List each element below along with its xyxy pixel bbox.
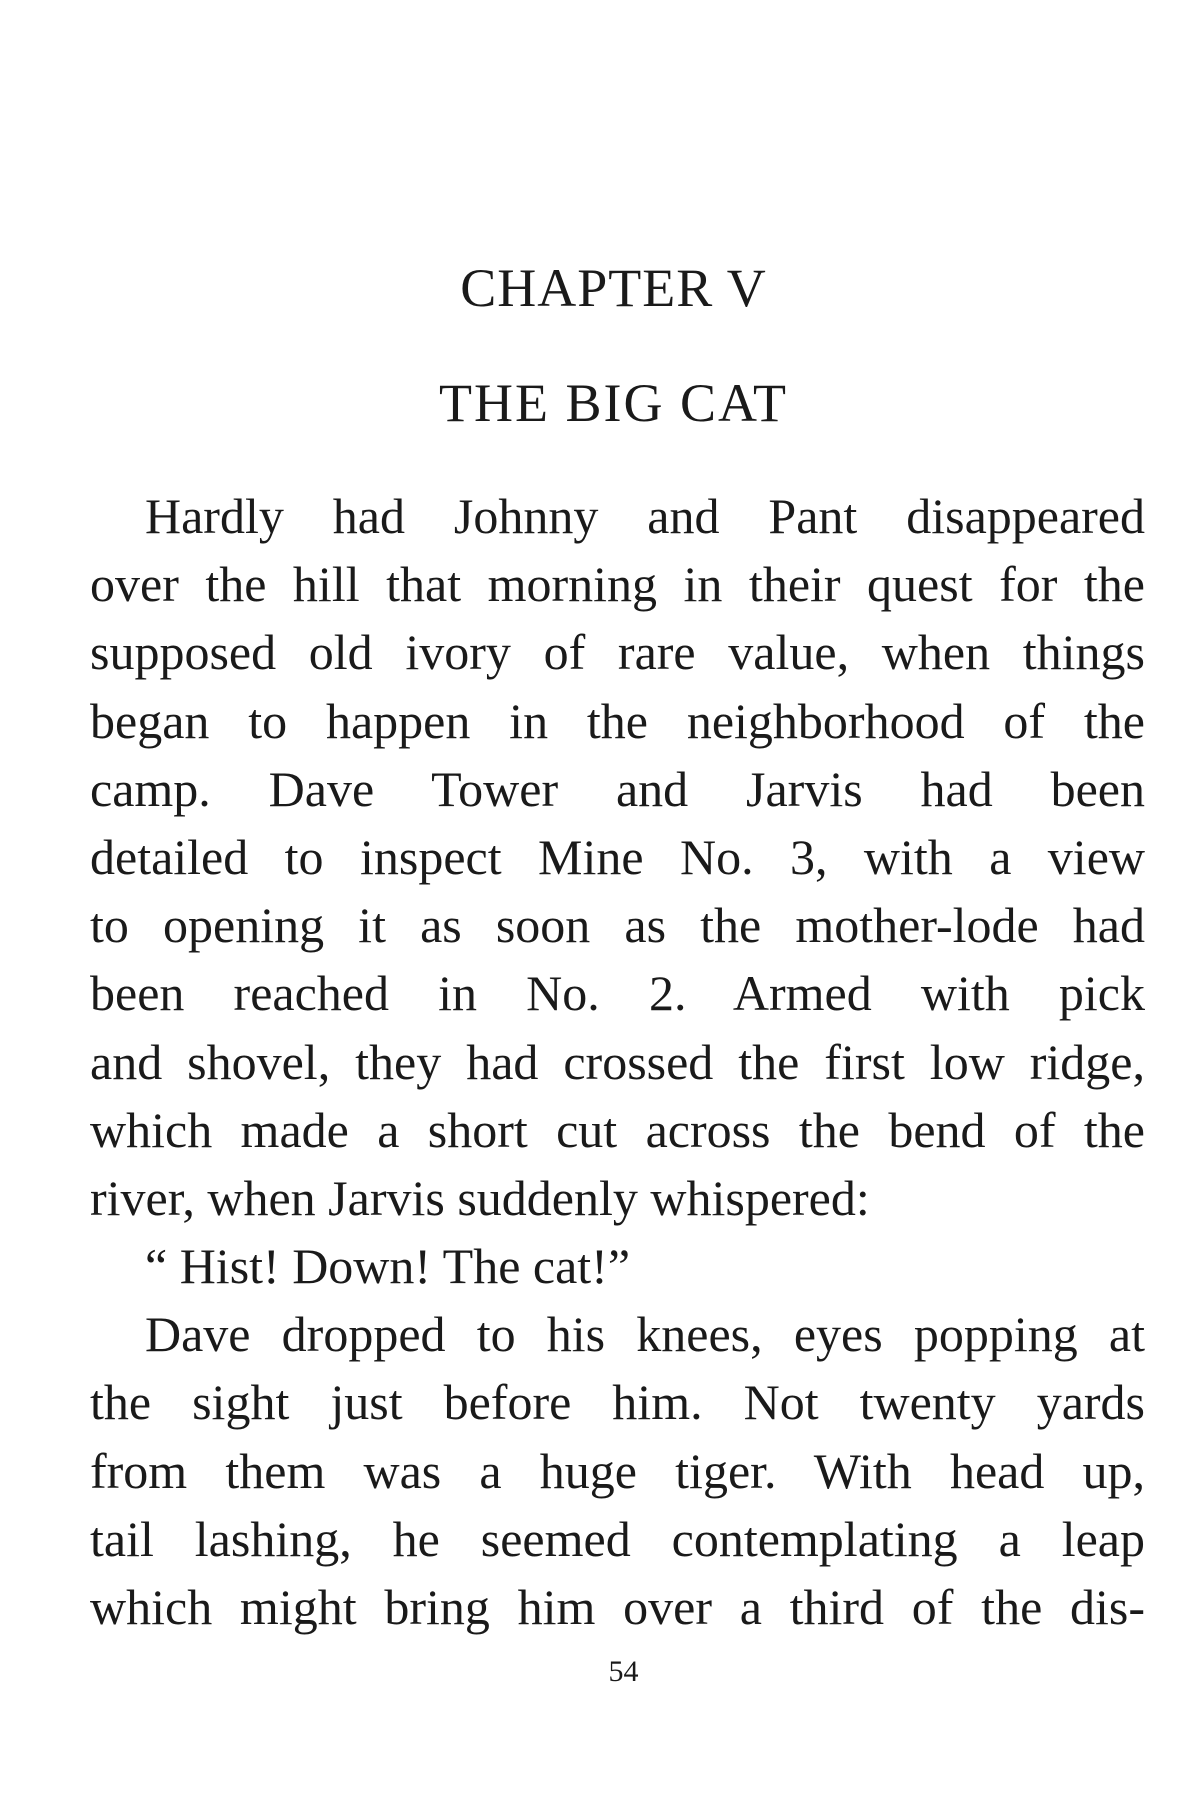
body-text	[90, 482, 1145, 1641]
text-line: “ Hist! Down! The cat!”	[145, 1238, 631, 1295]
text-line: which might bring him over a third of the dis-	[90, 1579, 1145, 1635]
text-line: from them was a huge tiger. With head up,	[90, 1442, 1145, 1499]
chapter-title: THE BIG CAT	[439, 373, 788, 433]
text-line: the sight just before him. Not twenty yards	[90, 1374, 1145, 1431]
text-line: which made a short cut across the bend of the	[90, 1101, 1145, 1158]
page-number: 54	[608, 1655, 639, 1688]
text-line: supposed old ivory of rare value, when things	[90, 624, 1145, 681]
text-line: began to happen in the neighborhood of the	[90, 692, 1145, 749]
chapter-heading: CHAPTER V	[460, 258, 767, 318]
text-line: tail lashing, he seemed contemplating a leap	[90, 1510, 1145, 1567]
text-line: river, when Jarvis suddenly whispered:	[90, 1169, 870, 1226]
text-line: camp. Dave Tower and Jarvis had been	[90, 760, 1145, 817]
text-line: Dave dropped to his knees, eyes popping at	[145, 1306, 1145, 1363]
text-line: and shovel, they had crossed the first low ridge,	[90, 1033, 1145, 1090]
text-line: over the hill that morning in their quest for the	[90, 556, 1145, 613]
text-line: to opening it as soon as the mother-lode had	[90, 897, 1145, 954]
text-line: Hardly had Johnny and Pant disappeared	[145, 488, 1145, 544]
text-line: been reached in No. 2. Armed with pick	[90, 965, 1145, 1022]
text-line: detailed to inspect Mine No. 3, with a view	[90, 828, 1145, 885]
